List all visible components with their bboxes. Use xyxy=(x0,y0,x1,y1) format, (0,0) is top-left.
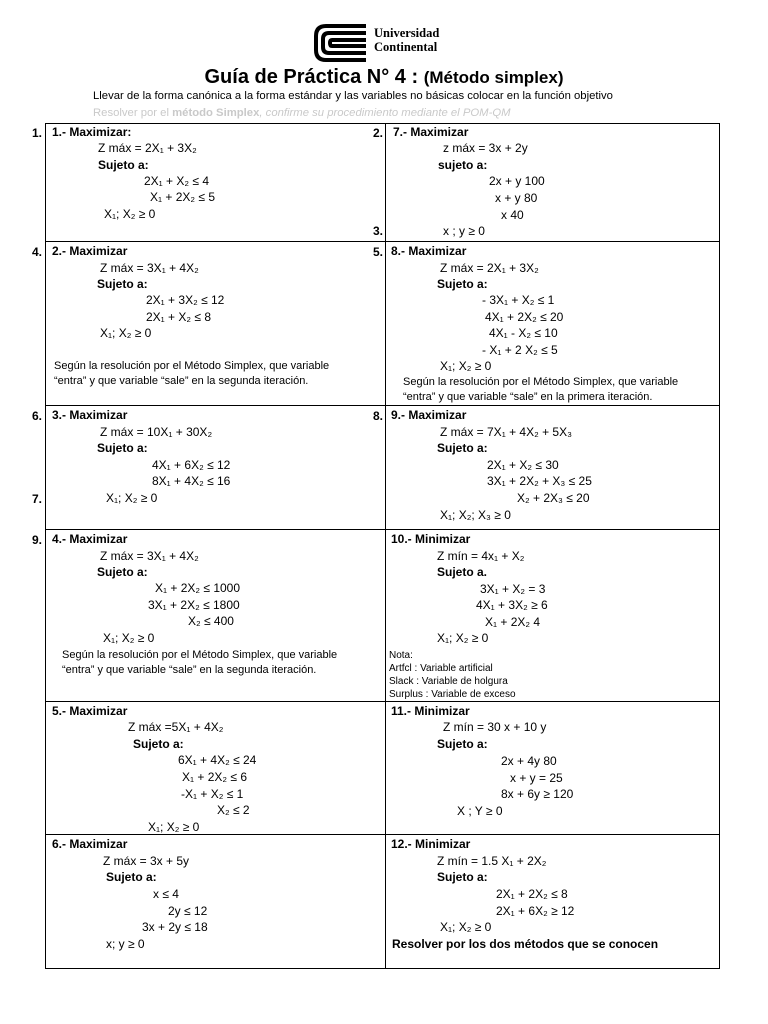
constraint: X₂ ≤ 2 xyxy=(217,803,250,817)
constraint: x ≤ 4 xyxy=(153,887,179,901)
constraint: X₂ ≤ 400 xyxy=(188,614,234,628)
faded-instruction xyxy=(93,107,511,119)
objective-function: z máx = 3x + 2y xyxy=(443,141,528,155)
constraint: X₂ + 2X₃ ≤ 20 xyxy=(517,491,590,505)
faded-instruction-b: método Simplex xyxy=(172,107,260,119)
constraint: x + y = 25 xyxy=(510,771,563,785)
constraint: 2y ≤ 12 xyxy=(168,904,208,918)
constraint: 4X₁ + 6X₂ ≤ 12 xyxy=(152,458,231,472)
margin-marker: 9. xyxy=(32,533,43,547)
university-name-line2: Continental xyxy=(374,40,438,54)
constraint: -X₁ + X₂ ≤ 1 xyxy=(181,787,244,801)
nonnegativity: X₁; X₂ ≥ 0 xyxy=(106,491,158,505)
table-row-divider xyxy=(45,834,720,835)
objective-function: Z máx = 2X₁ + 3X₂ xyxy=(98,141,197,155)
question-note: Según la resolución por el Método Simplex, que variable xyxy=(403,376,679,388)
nonnegativity: X₁; X₂ ≥ 0 xyxy=(104,207,156,221)
note-item: Slack : Variable de holgura xyxy=(389,676,508,687)
constraint: - X₁ + 2 X₂ ≤ 5 xyxy=(482,343,558,357)
subject-to-label: Sujeto a: xyxy=(98,158,149,172)
problem-title: 7.- Maximizar xyxy=(393,125,469,139)
constraint: x 40 xyxy=(501,208,524,222)
nonnegativity: X₁; X₂ ≥ 0 xyxy=(440,359,492,373)
constraint: - 3X₁ + X₂ ≤ 1 xyxy=(482,293,555,307)
question-note: “entra” y que variable “sale” en la segunda iteración. xyxy=(54,375,309,387)
instruction-text: Llevar de la forma canónica a la forma estándar y las variables no básicas colocar en la función objetivo xyxy=(93,90,613,102)
subject-to-label: Sujeto a: xyxy=(437,277,488,291)
nonnegativity: X₁; X₂ ≥ 0 xyxy=(440,920,492,934)
subject-to-label: Sujeto a: xyxy=(437,441,488,455)
nonnegativity: X₁; X₂ ≥ 0 xyxy=(148,820,200,834)
constraint: 2X₁ + X₂ ≤ 4 xyxy=(144,174,209,188)
problem-title: 2.- Maximizar xyxy=(52,244,128,258)
university-name-line1: Universidad xyxy=(374,26,440,40)
constraint: 4X₁ + 2X₂ ≤ 20 xyxy=(485,310,564,324)
objective-function: Z máx = 2X₁ + 3X₂ xyxy=(440,261,539,275)
problem-title: 8.- Maximizar xyxy=(391,244,467,258)
margin-marker: 7. xyxy=(32,492,43,506)
constraint: 3x + 2y ≤ 18 xyxy=(142,920,208,934)
subject-to-label: Sujeto a: xyxy=(97,277,148,291)
title-subtitle: (Método simplex) xyxy=(423,68,564,87)
subject-to-label: Sujeto a: xyxy=(97,565,148,579)
constraint: 6X₁ + 4X₂ ≤ 24 xyxy=(178,753,257,767)
subject-to-label: Sujeto a: xyxy=(437,737,488,751)
question-note: Según la resolución por el Método Simplex, que variable xyxy=(62,649,338,661)
extra-instruction: Resolver por los dos métodos que se conocen xyxy=(392,937,659,951)
margin-marker: 3. xyxy=(373,224,384,238)
question-note: “entra” y que variable “sale” en la primera iteración. xyxy=(403,391,653,403)
nonnegativity: x; y ≥ 0 xyxy=(106,937,145,951)
objective-function: Z máx = 7X₁ + 4X₂ + 5X₃ xyxy=(440,425,572,439)
margin-marker: 5. xyxy=(373,245,384,259)
faded-instruction-a: Resolver por el xyxy=(93,107,173,119)
university-name xyxy=(374,26,439,54)
university-logo-icon xyxy=(312,22,368,64)
constraint: 2X₁ + X₂ ≤ 8 xyxy=(146,310,211,324)
constraint: 4X₁ + 3X₂ ≥ 6 xyxy=(476,598,548,612)
subject-to-label: Sujeto a: xyxy=(106,870,157,884)
nonnegativity: X₁; X₂ ≥ 0 xyxy=(103,631,155,645)
nonnegativity: X₁; X₂; X₃ ≥ 0 xyxy=(440,508,511,522)
objective-function: Z máx = 3x + 5y xyxy=(103,854,190,868)
table-row-divider xyxy=(45,529,720,530)
margin-marker: 8. xyxy=(373,409,384,423)
margin-marker: 1. xyxy=(32,126,43,140)
problem-title: 12.- Minimizar xyxy=(391,837,471,851)
constraint: 3X₁ + X₂ = 3 xyxy=(480,582,546,596)
constraint: X₁ + 2X₂ ≤ 5 xyxy=(150,190,215,204)
objective-function: Z máx = 3X₁ + 4X₂ xyxy=(100,549,199,563)
subject-to-label: Sujeto a: xyxy=(437,870,488,884)
constraint: 3X₁ + 2X₂ + X₃ ≤ 25 xyxy=(487,474,592,488)
constraint: X₁ + 2X₂ ≤ 6 xyxy=(182,770,247,784)
table-column-divider xyxy=(385,123,386,969)
problem-title: 11.- Minimizar xyxy=(391,704,470,718)
subject-to-label: Sujeto a: xyxy=(133,737,184,751)
note-label: Nota: xyxy=(389,650,413,661)
nonnegativity: X₁; X₂ ≥ 0 xyxy=(437,631,489,645)
objective-function: Z máx = 3X₁ + 4X₂ xyxy=(100,261,199,275)
constraint: 2X₁ + 3X₂ ≤ 12 xyxy=(146,293,225,307)
nonnegativity: X₁; X₂ ≥ 0 xyxy=(100,326,152,340)
nonnegativity: x ; y ≥ 0 xyxy=(443,224,485,238)
nonnegativity: X ; Y ≥ 0 xyxy=(457,804,503,818)
faded-instruction-c: , confirme su procedimiento mediante el POM-QM xyxy=(259,107,511,119)
problem-title: 6.- Maximizar xyxy=(52,837,128,851)
objective-function: Z mín = 4x₁ + X₂ xyxy=(437,549,525,563)
table-row-divider xyxy=(45,405,720,406)
margin-marker: 2. xyxy=(373,126,384,140)
subject-to-label: Sujeto a. xyxy=(437,565,488,579)
page-title xyxy=(0,66,768,89)
problem-title: 10.- Minimizar xyxy=(391,532,471,546)
objective-function: Z mín = 1.5 X₁ + 2X₂ xyxy=(437,854,547,868)
objective-function: Z mín = 30 x + 10 y xyxy=(443,720,547,734)
title-main: Guía de Práctica N° 4 : xyxy=(204,66,419,88)
question-note: Según la resolución por el Método Simplex, que variable xyxy=(54,360,330,372)
problem-title: 5.- Maximizar xyxy=(52,704,128,718)
problem-title: 1.- Maximizar: xyxy=(52,125,132,139)
constraint: 2X₁ + 6X₂ ≥ 12 xyxy=(496,904,575,918)
constraint: 8X₁ + 4X₂ ≤ 16 xyxy=(152,474,231,488)
objective-function: Z máx =5X₁ + 4X₂ xyxy=(128,720,224,734)
note-item: Artfcl : Variable artificial xyxy=(389,663,493,674)
subject-to-label: sujeto a: xyxy=(438,158,488,172)
question-note: “entra” y que variable “sale” en la segunda iteración. xyxy=(62,664,317,676)
constraint: 2X₁ + X₂ ≤ 30 xyxy=(487,458,559,472)
problem-title: 3.- Maximizar xyxy=(52,408,128,422)
table-row-divider xyxy=(45,241,720,242)
constraint: 2x + 4y 80 xyxy=(501,754,557,768)
constraint: 2x + y 100 xyxy=(489,174,545,188)
constraint: 3X₁ + 2X₂ ≤ 1800 xyxy=(148,598,240,612)
constraint: 2X₁ + 2X₂ ≤ 8 xyxy=(496,887,568,901)
constraint: X₁ + 2X₂ ≤ 1000 xyxy=(155,581,241,595)
constraint: 8x + 6y ≥ 120 xyxy=(501,787,574,801)
constraint: x + y 80 xyxy=(495,191,538,205)
note-item: Surplus : Variable de exceso xyxy=(389,689,516,700)
subject-to-label: Sujeto a: xyxy=(97,441,148,455)
problem-title: 4.- Maximizar xyxy=(52,532,128,546)
constraint: X₁ + 2X₂ 4 xyxy=(485,615,541,629)
table-row-divider xyxy=(45,701,720,702)
constraint: 4X₁ - X₂ ≤ 10 xyxy=(489,326,558,340)
objective-function: Z máx = 10X₁ + 30X₂ xyxy=(100,425,213,439)
margin-marker: 4. xyxy=(32,245,43,259)
problem-title: 9.- Maximizar xyxy=(391,408,467,422)
margin-marker: 6. xyxy=(32,409,43,423)
